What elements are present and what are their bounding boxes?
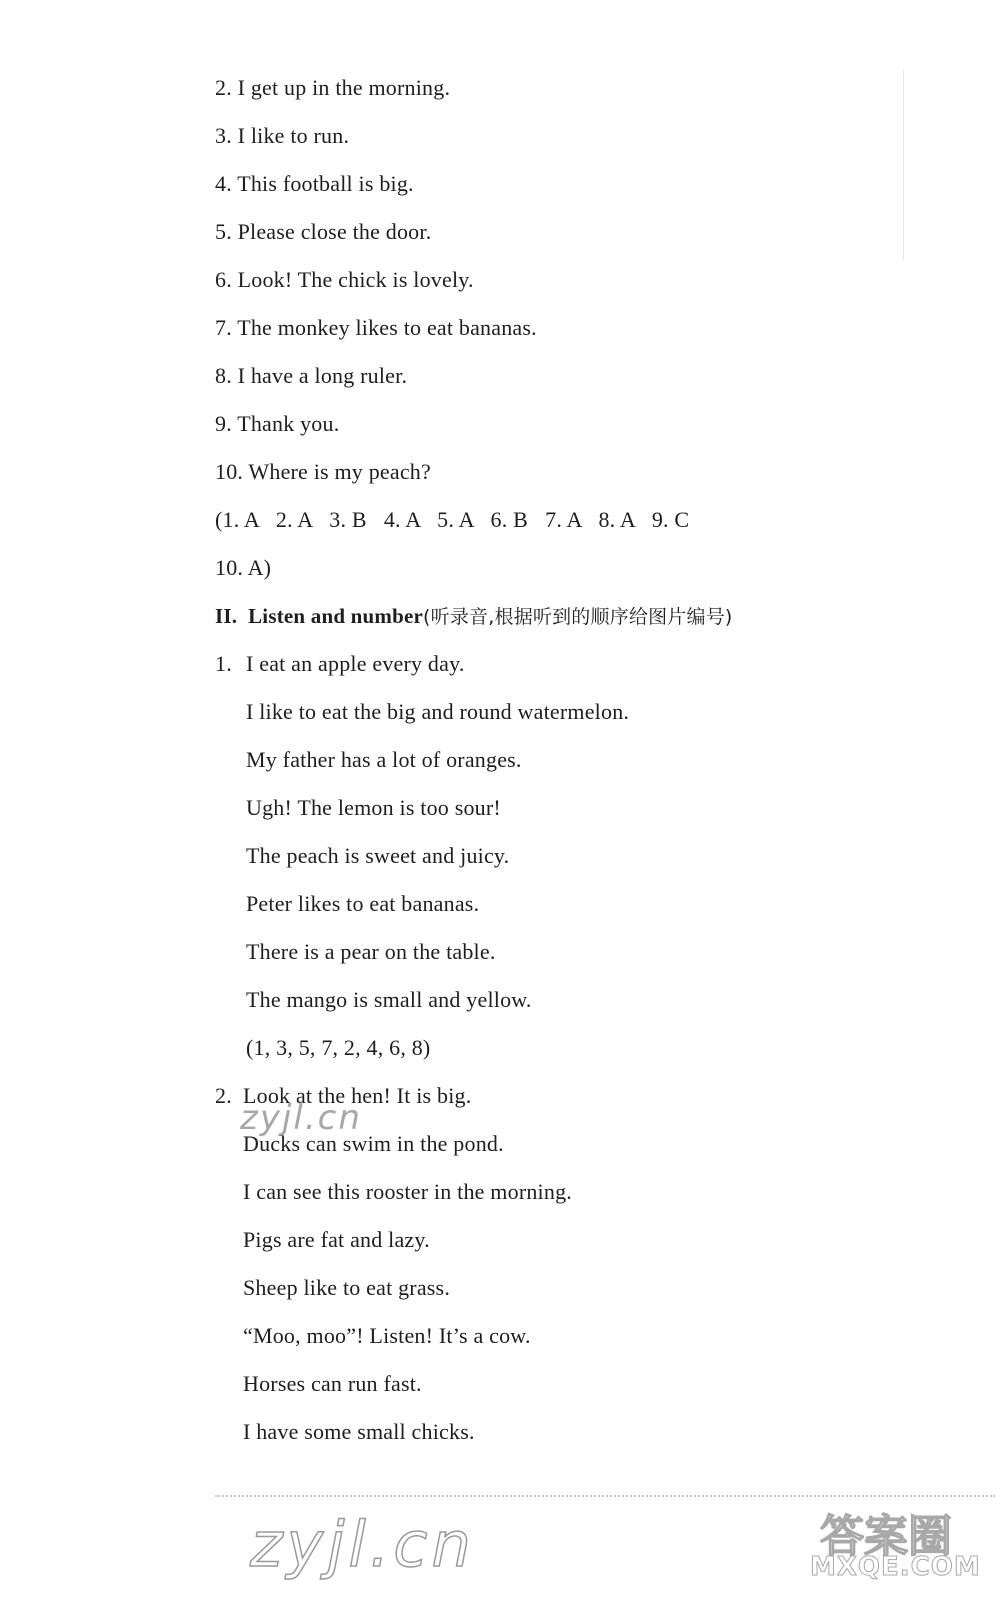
group-2-number: 2. <box>215 1083 232 1108</box>
question-item-4: 4. This football is big. <box>215 171 414 196</box>
question-item-3: 3. I like to run. <box>215 123 350 148</box>
section-heading-zh: (听录音,根据听到的顺序给图片编号) <box>423 606 733 628</box>
footer-rule <box>215 1495 995 1497</box>
answer-key-line-2: 10. A) <box>215 555 272 580</box>
page-edge-line <box>903 70 904 260</box>
group-2-line: Horses can run fast. <box>243 1371 422 1396</box>
bottom-watermark: zyjl.cn <box>250 1508 475 1581</box>
question-item-9: 9. Thank you. <box>215 411 340 436</box>
section-heading-en: II. Listen and number <box>215 604 424 628</box>
group-1-line: The peach is sweet and juicy. <box>246 843 510 868</box>
group-2-line: Look at the hen! It is big. <box>243 1083 472 1108</box>
section-heading <box>215 602 733 631</box>
question-item-10: 10. Where is my peach? <box>215 459 431 484</box>
group-1-answer: (1, 3, 5, 7, 2, 4, 6, 8) <box>246 1035 431 1060</box>
group-1-line: I like to eat the big and round watermelon. <box>246 699 630 724</box>
group-2-line: Pigs are fat and lazy. <box>243 1227 430 1252</box>
site-url-watermark: MXQE.COM <box>810 1552 981 1582</box>
group-1-line: I eat an apple every day. <box>246 651 465 676</box>
question-item-5: 5. Please close the door. <box>215 219 432 244</box>
site-logo-watermark: 答案圈 <box>820 1511 952 1562</box>
group-1-line: Ugh! The lemon is too sour! <box>246 795 501 820</box>
group-1-line: There is a pear on the table. <box>246 939 496 964</box>
answer-key-line-1: (1. A 2. A 3. B 4. A 5. A 6. B 7. A 8. A 9. C <box>215 507 690 532</box>
group-1-number: 1. <box>215 651 232 676</box>
group-2-line: Ducks can swim in the pond. <box>243 1131 504 1156</box>
inline-watermark: zyjl.cn <box>240 1098 362 1138</box>
group-2-line: “Moo, moo”! Listen! It’s a cow. <box>243 1323 531 1348</box>
group-2-line: I can see this rooster in the morning. <box>243 1179 572 1204</box>
question-item-8: 8. I have a long ruler. <box>215 363 408 388</box>
group-2-line: I have some small chicks. <box>243 1419 475 1444</box>
group-1-line: Peter likes to eat bananas. <box>246 891 480 916</box>
group-1-line: The mango is small and yellow. <box>246 987 532 1012</box>
group-2-line: Sheep like to eat grass. <box>243 1275 451 1300</box>
question-item-2: 2. I get up in the morning. <box>215 75 451 100</box>
group-1-line: My father has a lot of oranges. <box>246 747 522 772</box>
question-item-7: 7. The monkey likes to eat bananas. <box>215 315 537 340</box>
question-item-6: 6. Look! The chick is lovely. <box>215 267 474 292</box>
